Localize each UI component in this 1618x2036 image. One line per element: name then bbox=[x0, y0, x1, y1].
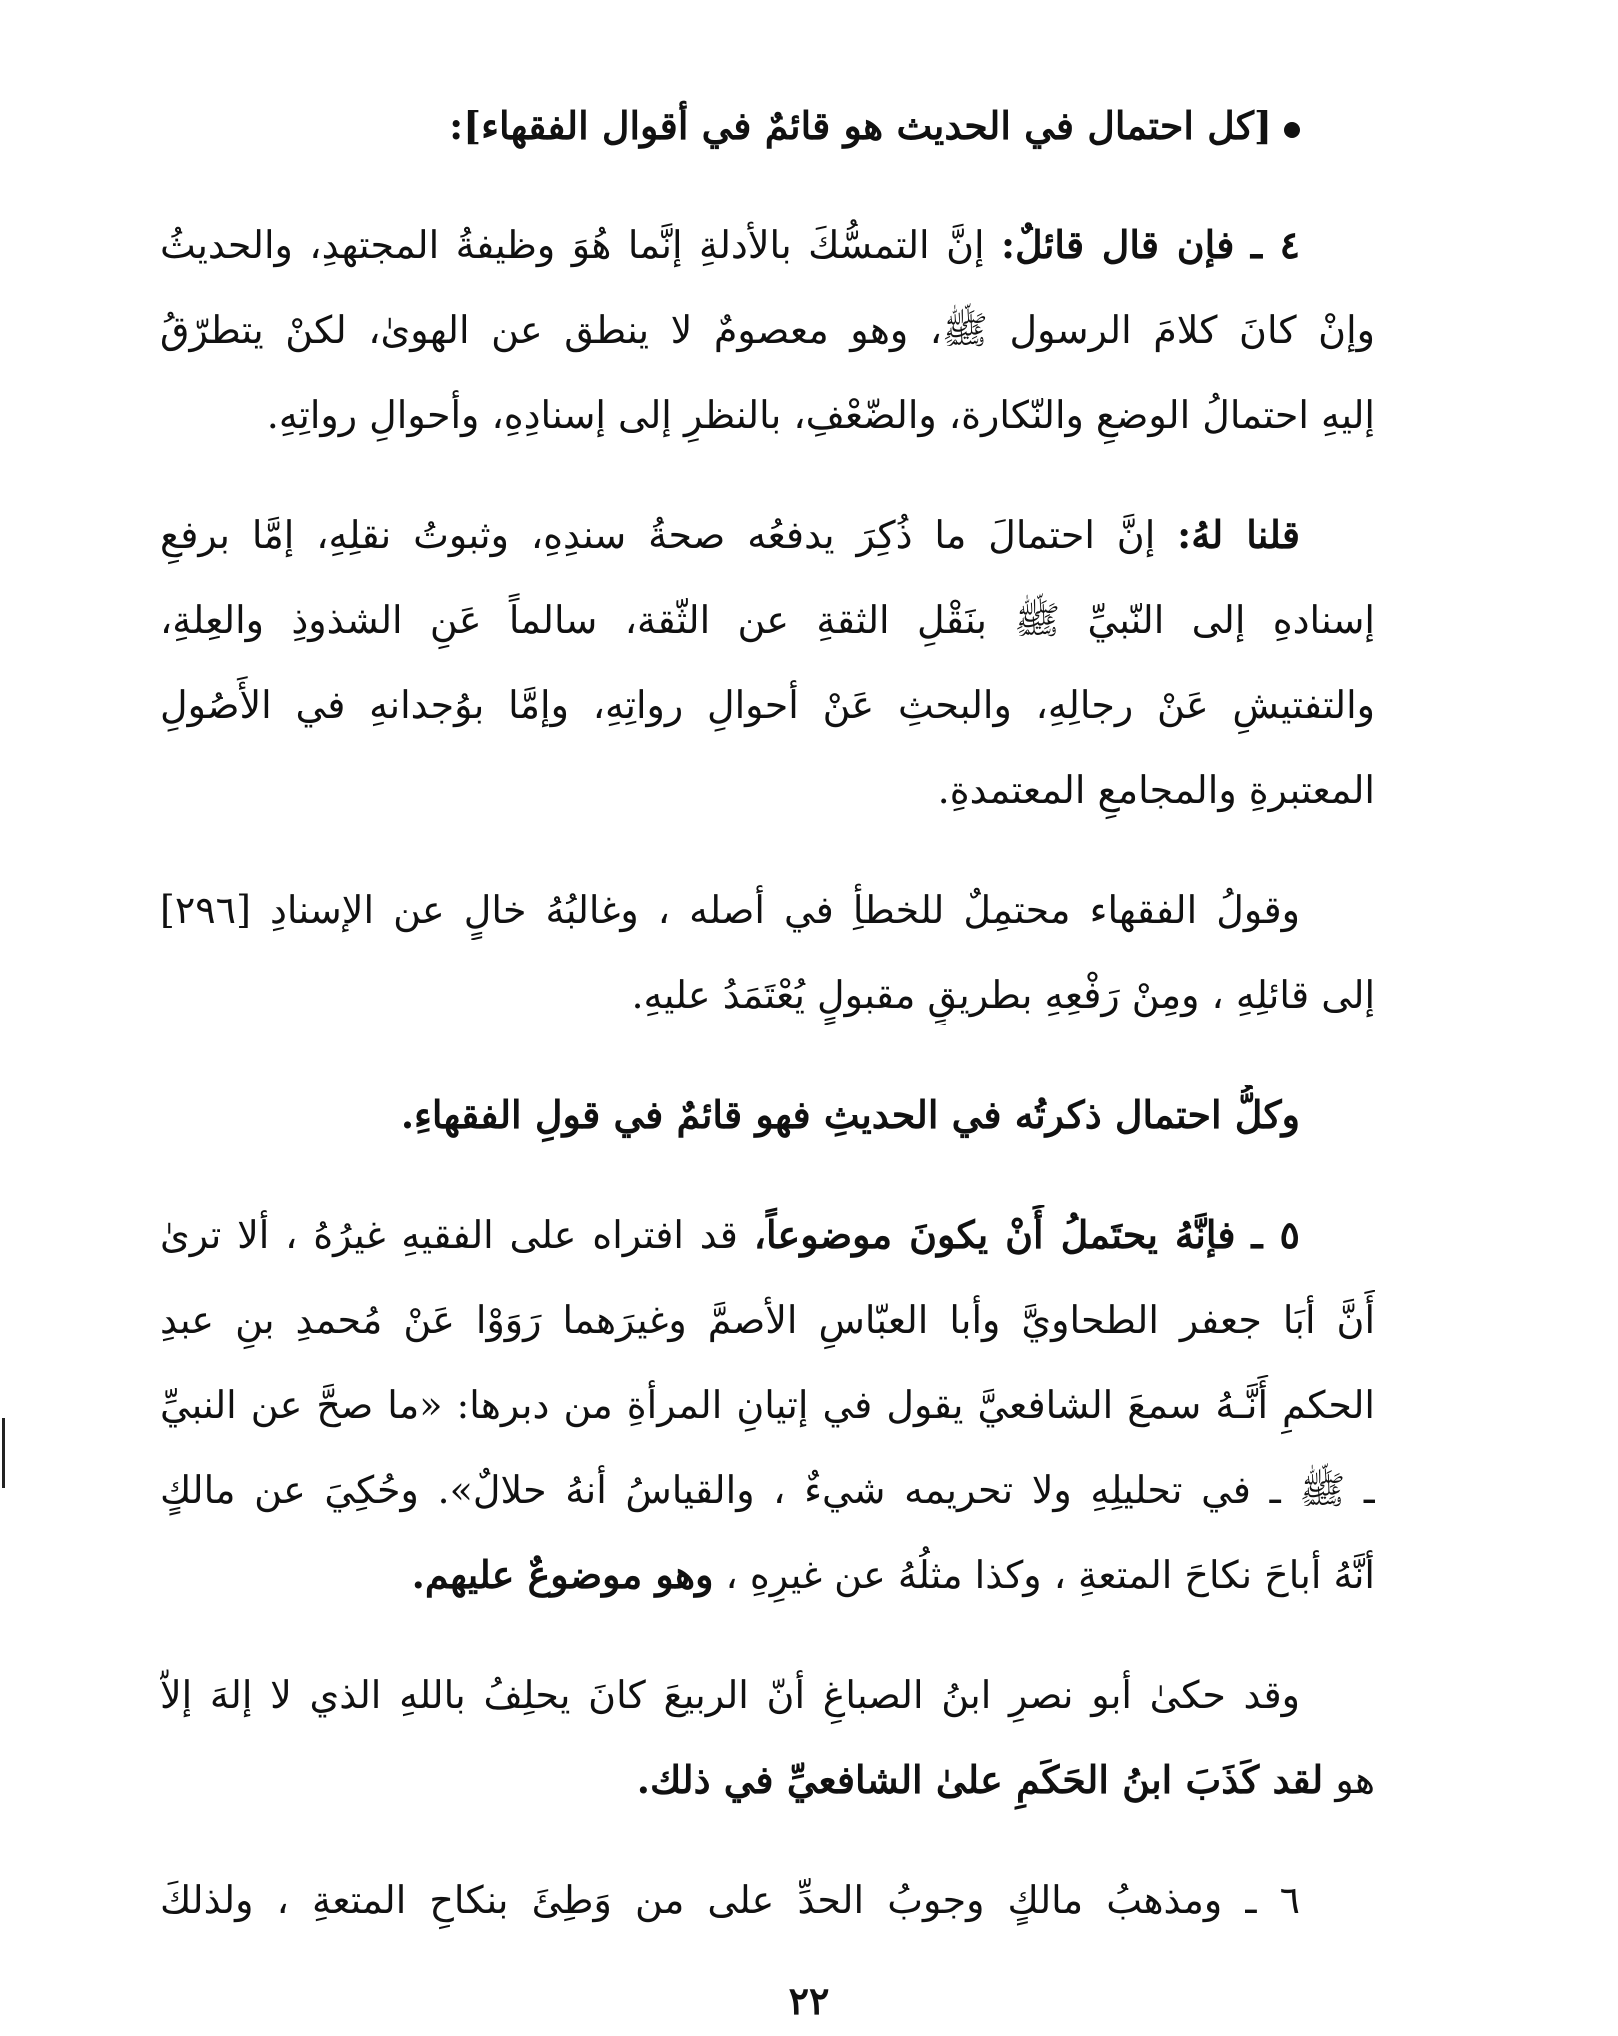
fuqaha-line-1: وقولُ الفقهاء محتمِلٌ للخطأِ في أصله ، وغالبُهُ خالٍ عن الإسنادِ [٢٩٦] bbox=[160, 888, 1300, 932]
reply-line-4: المعتبرةِ والمجامعِ المعتمدةِ. bbox=[937, 768, 1375, 812]
paragraph-5-line-2: أَنَّ أبَا جعفر الطحاويَّ وأبا العبّاسِ الأصمَّ وغيرَهما رَوَوْا عَنْ مُحمدِ بنِ عبدِ bbox=[160, 1298, 1375, 1342]
paragraph-5-line-5 bbox=[160, 1545, 1375, 1605]
paragraph-text: إنَّ احتمالَ ما ذُكِرَ يدفعُه صحةُ سندِهِ، وثبوتُ نقلِهِ، إمَّا برفعِ bbox=[160, 513, 1156, 557]
rabi-line-2 bbox=[160, 1750, 1375, 1810]
paragraph-5-line-1 bbox=[160, 1205, 1375, 1265]
scan-margin-mark bbox=[2, 1418, 5, 1488]
paragraph-number: ٥ ـ bbox=[1251, 1212, 1300, 1257]
paragraph-lead: قلنا لهُ: bbox=[1177, 512, 1300, 557]
page-number: ٢٢ bbox=[788, 1978, 830, 2023]
reply-line-3: والتفتيشِ عَنْ رجالِهِ، والبحثِ عَنْ أحوالِ رواتِهِ، وإمَّا بوُجدانهِ في الأَصُولِ bbox=[160, 683, 1375, 727]
paragraph-text: قد افتراه على الفقيهِ غيرُهُ ، ألا ترىٰ bbox=[160, 1213, 738, 1257]
paragraph-5-line-4: ـ ﷺ ـ في تحليلِهِ ولا تحريمه شيءٌ ، والقياسُ أنهُ حلالٌ». وحُكِيَ عن مالكٍ bbox=[160, 1468, 1375, 1512]
paragraph-lead: فإنَّهُ يحتَملُ أَنْ يكونَ موضوعاً، bbox=[753, 1212, 1236, 1257]
bullet-icon bbox=[1284, 122, 1300, 138]
paragraph-lead: فإن قال قائلٌ: bbox=[1001, 222, 1235, 267]
paragraph-6-line-1: ٦ ـ ومذهبُ مالكٍ وجوبُ الحدِّ على من وَطِئَ بنكاحِ المتعةِ ، ولذلكَ bbox=[160, 1878, 1300, 1922]
paragraph-4-line-1 bbox=[160, 215, 1375, 275]
paragraph-bold-text: وهو موضوعٌ عليهم. bbox=[411, 1552, 714, 1597]
paragraph-4-line-3: إليهِ احتمالُ الوضعِ والنّكارة، والضّعْفِ، بالنظرِ إلى إسنادِهِ، وأحوالِ رواتِهِ. bbox=[266, 393, 1375, 437]
section-heading bbox=[160, 96, 1375, 156]
paragraph-number: ٤ ـ bbox=[1250, 222, 1300, 267]
reply-line-2: إسنادهِ إلى النّبيِّ ﷺ بنَقْلِ الثقةِ عن الثّقة، سالماً عَنِ الشذوذِ والعِلةِ، bbox=[160, 598, 1375, 642]
bold-statement: وكلُّ احتمال ذكرتُه في الحديثِ فهو قائمٌ في قولِ الفقهاءِ. bbox=[400, 1092, 1300, 1137]
fuqaha-line-2: إلى قائلِهِ ، ومِنْ رَفْعِهِ بطريقٍ مقبولٍ يُعْتَمَدُ عليهِ. bbox=[631, 973, 1375, 1017]
paragraph-text: هو bbox=[1335, 1758, 1375, 1802]
rabi-line-1: وقد حكىٰ أبو نصرِ ابنُ الصباغِ أنّ الربيعَ كانَ يحلِفُ باللهِ الذي لا إلهَ إلاّ bbox=[160, 1673, 1300, 1717]
paragraph-text: أنَّهُ أباحَ نكاحَ المتعةِ ، وكذا مثلُهُ عن غيرِهِ ، bbox=[725, 1553, 1375, 1597]
paragraph-5-line-3: الحكمِ أَنَّـهُ سمعَ الشافعيَّ يقول في إتيانِ المرأةِ من دبرها: «ما صحَّ عن النبيِّ bbox=[160, 1383, 1375, 1427]
paragraph-bold-text: لقد كَذَبَ ابنُ الحَكَمِ علىٰ الشافعيِّ في ذلك. bbox=[636, 1757, 1324, 1802]
paragraph-text: إنَّ التمسُّكَ بالأدلةِ إنَّما هُوَ وظيفةُ المجتهدِ، والحديثُ bbox=[160, 223, 985, 267]
paragraph-4-line-2: وإنْ كانَ كلامَ الرسول ﷺ، وهو معصومٌ لا ينطق عن الهوىٰ، لكنْ يتطرّقُ bbox=[160, 308, 1375, 352]
reply-line-1 bbox=[160, 505, 1375, 565]
section-heading-text: [كل احتمال في الحديث هو قائمٌ في أقوال الفقهاء]: bbox=[449, 103, 1272, 148]
